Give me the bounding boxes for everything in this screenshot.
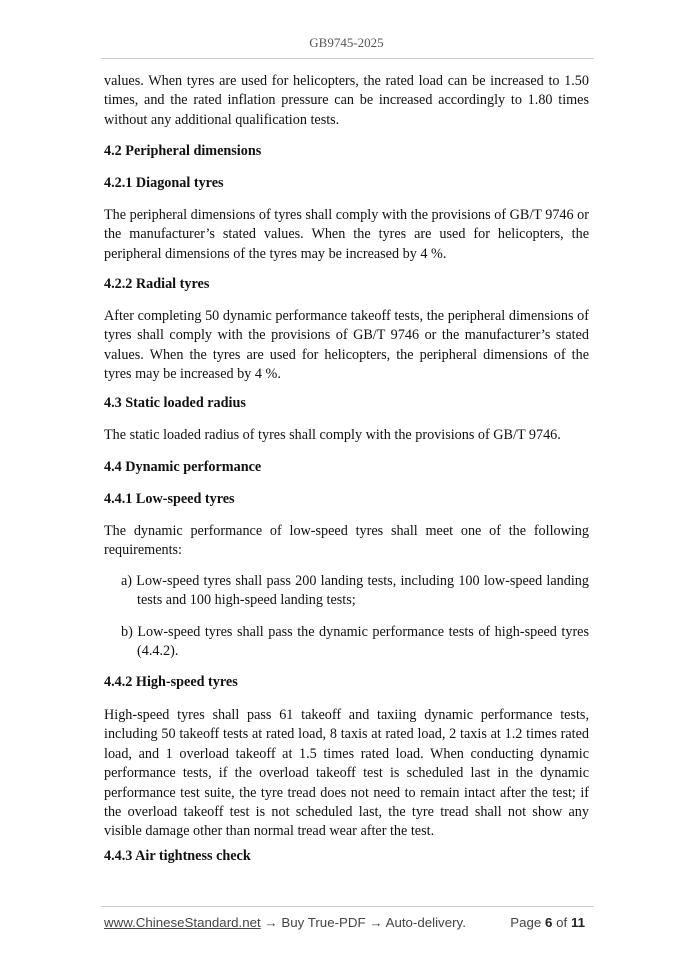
section-heading-4-4-1: 4.4.1 Low-speed tyres [104, 491, 235, 507]
page-total: 11 [570, 915, 585, 930]
list-item-a: a) Low-speed tyres shall pass 200 landing tests, including 100 low-speed landing tests and 100 high-speed landing tests; [121, 573, 589, 609]
list-item-b: b) Low-speed tyres shall pass the dynamic performance tests of high-speed tyres (4.4.2). [121, 624, 589, 660]
section-heading-4-4-2: 4.4.2 High-speed tyres [104, 674, 238, 690]
paragraph: The dynamic performance of low-speed tyres shall meet one of the following requirements: [104, 523, 589, 559]
paragraph: After completing 50 dynamic performance takeoff tests, the peripheral dimensions of tyres shall comply with the provisions of GB/T 9746 or the manufacturer’s stated values. When the tyres are used for helicopters, the peripheral dimensions of the tyres may be increased by 4 %. [104, 308, 589, 383]
section-heading-4-2-1: 4.2.1 Diagonal tyres [104, 175, 224, 191]
paragraph: values. When tyres are used for helicopters, the rated load can be increased to 1.50 times, and the rated inflation pressure can be increased accordingly to 1.80 times without any additional qualification tests. [104, 73, 589, 128]
website-link[interactable]: www.ChineseStandard.net [104, 915, 261, 930]
section-heading-4-2: 4.2 Peripheral dimensions [104, 143, 262, 159]
section-heading-4-3: 4.3 Static loaded radius [104, 395, 246, 411]
footer-tagline: → Buy True-PDF → Auto-delivery. [260, 915, 466, 930]
paragraph: The static loaded radius of tyres shall comply with the provisions of GB/T 9746. [104, 427, 561, 443]
of-label: of [556, 915, 568, 930]
document-id-header: GB9745-2025 [309, 35, 384, 50]
paragraph: The peripheral dimensions of tyres shall comply with the provisions of GB/T 9746 or the manufacturer’s stated values. When the tyres are used for helicopters, the peripheral dimensions of the tyres may be increased by 4 %. [104, 207, 589, 262]
page-indicator [510, 915, 585, 930]
section-heading-4-2-2: 4.2.2 Radial tyres [104, 276, 210, 292]
header-divider [101, 58, 594, 59]
footer-left [104, 915, 466, 930]
section-heading-4-4-3: 4.4.3 Air tightness check [104, 848, 251, 864]
footer-divider [101, 906, 594, 907]
page-number: 6 [545, 915, 553, 930]
page-label: Page [510, 915, 542, 930]
section-heading-4-4: 4.4 Dynamic performance [104, 459, 262, 475]
paragraph: High-speed tyres shall pass 61 takeoff and taxiing dynamic performance tests, including 50 takeoff tests at rated load, 8 taxis at rated load, 2 taxis at 1.2 times rated load, and 1 overload takeoff at 1.5 times rated load. When conducting dynamic performance tests, if the overload takeoff test is scheduled last in the dynamic performance test suite, the tyre tread does not need to remain intact after the test; if the overload takeoff test is not scheduled last, the tyre tread shall not show any visible damage other than normal tread wear after the test. [104, 707, 589, 840]
footer [104, 915, 585, 930]
